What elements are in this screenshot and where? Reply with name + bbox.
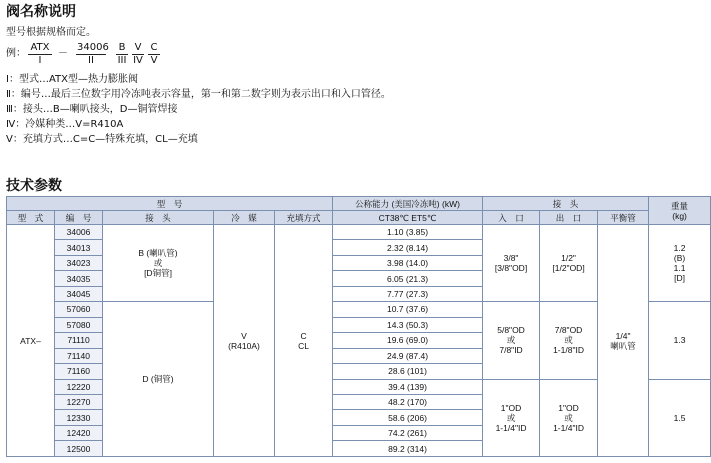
cell-balance: 1/4" 喇叭管: [598, 225, 649, 457]
header-charge: 充填方式: [275, 211, 333, 225]
cell-number: 57060: [55, 302, 103, 317]
cell-joint-d: D (铜管): [103, 302, 214, 457]
cell-number: 34006: [55, 225, 103, 240]
header-model: 型 号: [7, 197, 333, 211]
cell-outlet: 1"OD 或 1-1/4"ID: [540, 379, 598, 456]
cell-number: 71140: [55, 348, 103, 363]
header-weight: 重量 (kg): [649, 197, 711, 225]
cell-number: 34035: [55, 271, 103, 286]
cell-number: 12220: [55, 379, 103, 394]
cell-capacity: 7.77 (27.3): [333, 286, 483, 301]
cell-number: 12500: [55, 441, 103, 457]
cell-inlet: 5/8"OD 或 7/8"ID: [483, 302, 540, 379]
cell-number: 57080: [55, 317, 103, 332]
cell-number: 12420: [55, 425, 103, 440]
cell-number: 12330: [55, 410, 103, 425]
cell-capacity: 19.6 (69.0): [333, 333, 483, 348]
intro-text: 型号根据规格而定。: [6, 27, 96, 38]
cell-capacity: 48.2 (170): [333, 394, 483, 409]
cell-charge: C CL: [275, 225, 333, 457]
header-capacity-condition: CT38℃ ET5℃: [333, 211, 483, 225]
cell-capacity: 3.98 (14.0): [333, 255, 483, 270]
header-connection: 接 头: [483, 197, 649, 211]
example-part-4: V IV: [133, 42, 143, 66]
cell-outlet: 1/2" [1/2"OD]: [540, 225, 598, 302]
header-type: 型 式: [7, 211, 55, 225]
cell-number: 71110: [55, 333, 103, 348]
cell-capacity: 89.2 (314): [333, 441, 483, 457]
note-5: Ⅴ：充填方式…C=C—特殊充填，CL—充填: [6, 134, 198, 145]
spec-table: [6, 196, 711, 457]
example-part-1: ATX I: [28, 42, 52, 67]
cell-inlet: 1"OD 或 1-1/4"ID: [483, 379, 540, 456]
note-1: Ⅰ：型式…ATX型—热力膨胀阀: [6, 74, 138, 85]
cell-capacity: 1.10 (3.85): [333, 225, 483, 240]
cell-capacity: 2.32 (8.14): [333, 240, 483, 255]
cell-outlet: 7/8"OD 或 1-1/8"ID: [540, 302, 598, 379]
section-title-valve-naming: 阀名称说明: [6, 4, 76, 20]
note-2: Ⅱ：编号…最后三位数字用冷冻吨表示容量，第一和第二数字则为表示出口和入口管径。: [6, 89, 391, 100]
example-prefix: 例：: [6, 48, 26, 59]
cell-capacity: 24.9 (87.4): [333, 348, 483, 363]
model-example: [6, 42, 226, 72]
example-part-5: C V: [148, 42, 160, 67]
cell-capacity: 14.3 (50.3): [333, 317, 483, 332]
header-inlet: 入 口: [483, 211, 540, 225]
header-capacity: 公称能力 (美国冷冻吨) (kW): [333, 197, 483, 211]
cell-number: 71160: [55, 364, 103, 379]
cell-capacity: 10.7 (37.6): [333, 302, 483, 317]
cell-capacity: 58.6 (206): [333, 410, 483, 425]
cell-refrigerant: V (R410A): [214, 225, 275, 457]
cell-number: 34023: [55, 255, 103, 270]
cell-capacity: 6.05 (21.3): [333, 271, 483, 286]
cell-weight: 1.2 (B) 1.1 [D]: [649, 225, 711, 302]
header-balance: 平衡管: [598, 211, 649, 225]
section-title-specs: 技术参数: [6, 178, 62, 194]
cell-capacity: 28.6 (101): [333, 364, 483, 379]
cell-capacity: 39.4 (139): [333, 379, 483, 394]
example-part-3: B III: [117, 42, 127, 66]
cell-number: 34045: [55, 286, 103, 301]
example-part-2: 34006 II: [77, 42, 109, 66]
example-dash: －: [58, 48, 68, 59]
note-3: Ⅲ：接头…B—喇叭接头，D—铜管焊接: [6, 104, 178, 115]
cell-type: ATX–: [7, 225, 55, 457]
cell-number: 12270: [55, 394, 103, 409]
header-joint: 接 头: [103, 211, 214, 225]
header-number: 编 号: [55, 211, 103, 225]
cell-capacity: 74.2 (261): [333, 425, 483, 440]
header-outlet: 出 口: [540, 211, 598, 225]
cell-weight: 1.3: [649, 302, 711, 379]
cell-weight: 1.5: [649, 379, 711, 456]
cell-inlet: 3/8" [3/8"OD]: [483, 225, 540, 302]
note-4: Ⅳ：冷媒种类…V=R410A: [6, 119, 124, 130]
cell-number: 34013: [55, 240, 103, 255]
cell-joint-b: B (喇叭管) 或 [D铜管]: [103, 225, 214, 302]
header-refrigerant: 冷 媒: [214, 211, 275, 225]
